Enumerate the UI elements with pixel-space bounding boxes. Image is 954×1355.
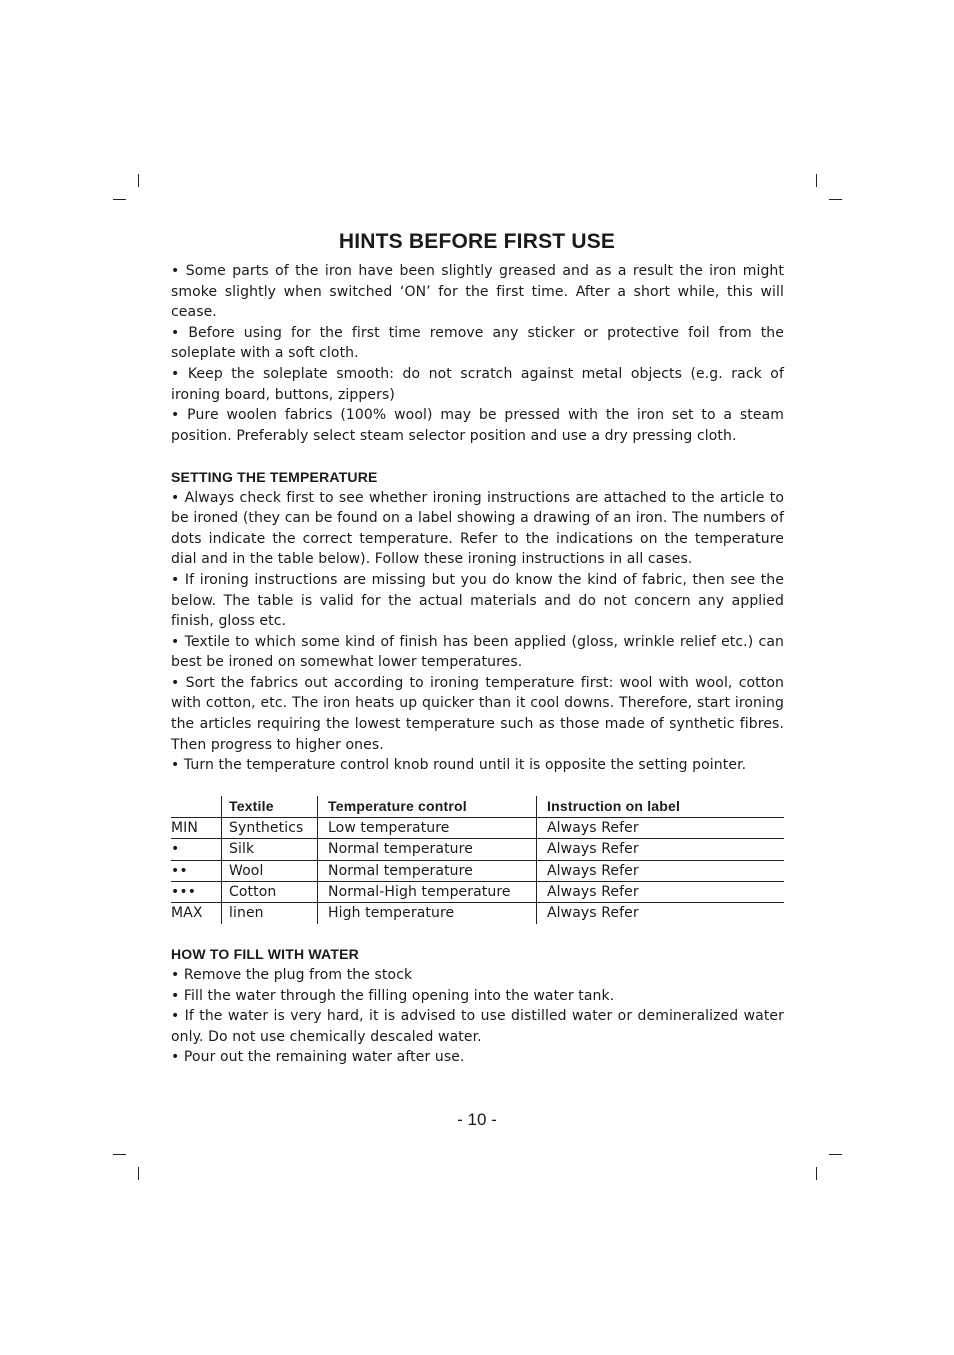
table-cell: Always Refer [537, 860, 785, 881]
temperature-paragraph: • If ironing instructions are missing but you do know the kind of fabric, then see the below. The table is valid for the actual materials and do not concern any applied finish, gloss etc. [171, 571, 784, 630]
table-cell: Normal temperature [318, 860, 537, 881]
table-row [171, 839, 784, 860]
table-cell: High temperature [318, 903, 537, 924]
crop-mark [113, 1154, 126, 1155]
crop-mark [829, 1154, 842, 1155]
table-row [171, 817, 784, 838]
table-cell: MAX [171, 905, 203, 922]
hint-paragraph: • Before using for the first time remove any sticker or protective foil from the soleplate with a soft cloth. [171, 324, 784, 362]
table-cell: linen [222, 903, 318, 924]
water-item: • Fill the water through the filling opening into the water tank. [171, 987, 615, 1004]
table-header: Instruction on label [537, 796, 785, 817]
temperature-paragraph: • Always check first to see whether ironing instructions are attached to the article to be ironed (they can be found on a label showing a drawing of an iron. The numbers of dots indicate the correct temperature. Refer to the indications on the temperature dial and in the table below). Follow these ironing instructions in all cases. [171, 489, 784, 568]
water-heading: HOW TO FILL WITH WATER [171, 946, 359, 963]
temperature-heading: SETTING THE TEMPERATURE [171, 468, 378, 485]
water-item: • If the water is very hard, it is advised to use distilled water or demineralized water only. Do not use chemically descaled water. [171, 1008, 784, 1045]
table-cell: ••• [171, 882, 222, 903]
temperature-paragraph: • Sort the fabrics out according to ironing temperature first: wool with wool, cotton with cotton, etc. The iron heats up quicker than it cool downs. Therefore, start ironing the articles requiring the lowest temperature such as those made of synthetic fibres. Then progress to higher ones. [171, 674, 784, 753]
table-cell: •• [171, 860, 222, 881]
table-cell: Cotton [222, 882, 318, 903]
table-cell: Always Refer [537, 839, 785, 860]
table-cell: Always Refer [537, 882, 785, 903]
page-title: HINTS BEFORE FIRST USE [338, 230, 616, 253]
table-cell: Always Refer [537, 903, 785, 924]
temperature-paragraph: • Turn the temperature control knob round until it is opposite the setting pointer. [171, 757, 747, 774]
page-content [171, 261, 784, 1068]
temperature-table [171, 796, 784, 923]
table-header-row [171, 796, 784, 817]
table-cell: Low temperature [318, 817, 537, 838]
water-item: • Pour out the remaining water after use. [171, 1049, 465, 1066]
water-section [171, 944, 784, 1068]
table-cell: Normal-High temperature [318, 882, 537, 903]
water-item: • Remove the plug from the stock [171, 967, 413, 984]
crop-mark [113, 199, 126, 200]
crop-mark [138, 174, 139, 187]
table-cell: Normal temperature [318, 839, 537, 860]
table-cell: Synthetics [222, 817, 318, 838]
page-number: - 10 - [457, 1110, 497, 1129]
temperature-paragraph: • Textile to which some kind of finish has been applied (gloss, wrinkle relief etc.) can best be ironed on somewhat lower temperatures. [171, 633, 784, 671]
table-cell: Silk [222, 839, 318, 860]
temperature-section [171, 467, 784, 776]
table-row [171, 860, 784, 881]
table-header [171, 796, 222, 817]
hint-paragraph: • Pure woolen fabrics (100% wool) may be pressed with the iron set to a steam position. Preferably select steam selector position and use a dry pressing cloth. [171, 407, 784, 444]
table-cell: Always Refer [537, 817, 785, 838]
hint-paragraph: • Keep the soleplate smooth: do not scratch against metal objects (e.g. rack of ironing board, buttons, zippers) [171, 365, 784, 403]
table-row [171, 882, 784, 903]
table-cell: • [171, 839, 222, 860]
crop-mark [816, 1167, 817, 1180]
table-header: Textile [222, 796, 318, 817]
table-cell: MIN [171, 817, 222, 838]
crop-mark [816, 174, 817, 187]
table-header: Temperature control [318, 796, 537, 817]
hint-paragraph: • Some parts of the iron have been slightly greased and as a result the iron might smoke slightly when switched ‘ON’ for the first time. After a short while, this will cease. [171, 263, 784, 321]
crop-mark [138, 1167, 139, 1180]
intro-hints [171, 261, 784, 446]
table-cell: Wool [222, 860, 318, 881]
crop-mark [829, 199, 842, 200]
table-row [171, 903, 784, 924]
